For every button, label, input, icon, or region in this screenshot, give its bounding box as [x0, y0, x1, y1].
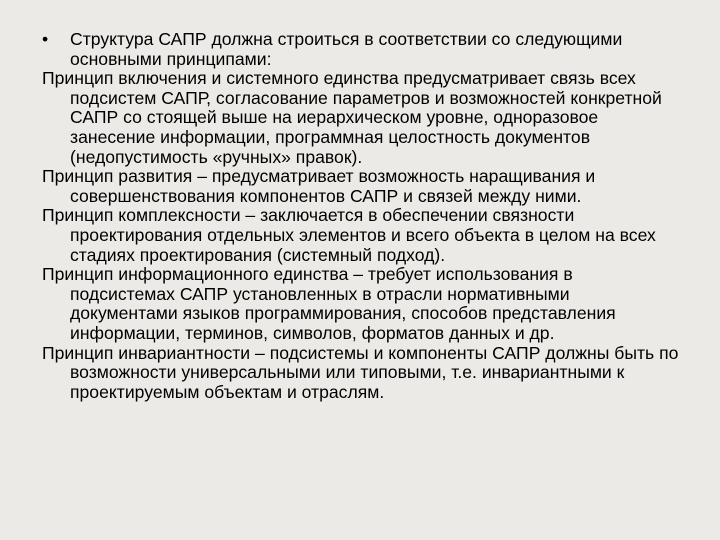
principle-invariance: Принцип инвариантности – подсистемы и компоненты САПР должны быть по возможности универсальными или типовыми, т.е. инвариантными к проектируемым объектам и отраслям.	[42, 342, 679, 402]
bullet-marker: •	[42, 29, 49, 49]
intro-paragraph	[42, 30, 680, 69]
principle-information-unity: Принцип информационного единства – требует использования в подсистемах САПР установленных в отрасли нормативными документами языков программирования, способов представления информации, терминов, символов, форматов данных и др.	[42, 264, 616, 343]
principle-development: Принцип развития – предусматривает возможность наращивания и совершенствования компонентов САПР и связей между ними.	[42, 166, 596, 206]
intro-text: Структура САПР должна строиться в соответствии со следующими основными принципами:	[70, 29, 623, 69]
principle-complexity: Принцип комплексности – заключается в обеспечении связности проектирования отдельных элементов и всего объекта в целом на всех стадиях проектирования (системный подход).	[42, 205, 656, 265]
principle-inclusion: Принцип включения и системного единства предусматривает связь всех подсистем САПР, согласование параметров и возможностей конкретной САПР со стоящей выше на иерархическом уровне, одноразовое занесение информации, программная целостность документов (недопустимость «ручных» правок).	[42, 68, 662, 167]
